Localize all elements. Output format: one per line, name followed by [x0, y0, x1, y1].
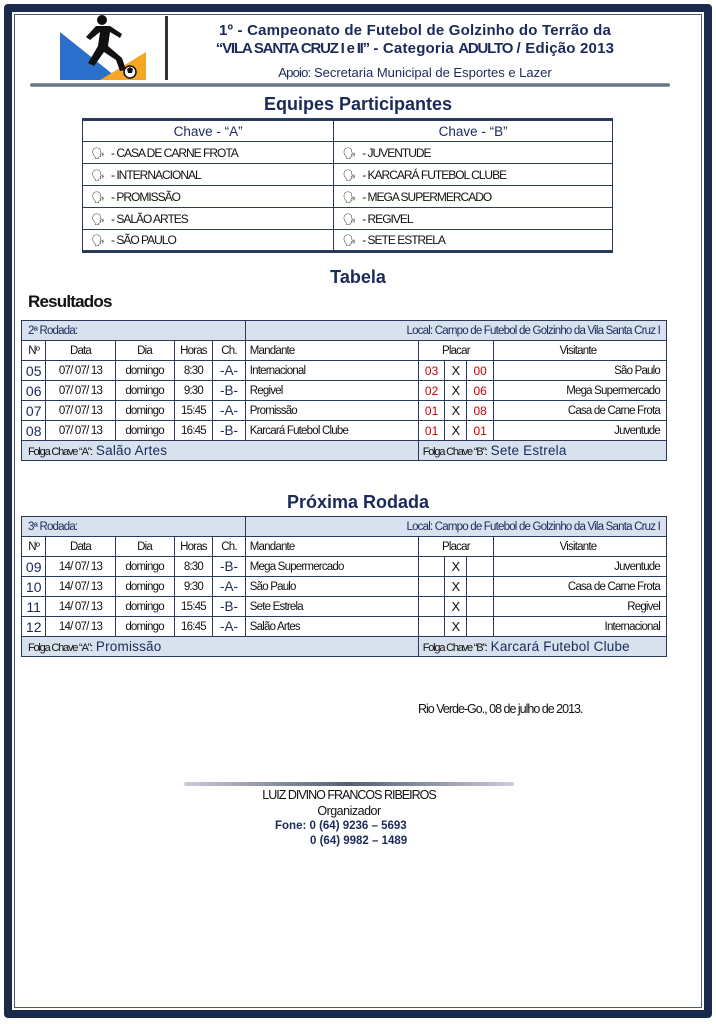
game-row [22, 361, 667, 381]
phone-2: 0 (64) 9982 – 1489 [310, 835, 408, 847]
col-mandante: Mandante [245, 341, 418, 361]
score-x: X [445, 361, 467, 381]
game-away: Mega Supermercado [493, 381, 666, 401]
score-home: 01 [418, 421, 445, 441]
score-home: 02 [418, 381, 445, 401]
score-away [467, 617, 494, 637]
score-away [467, 597, 494, 617]
speaker-icon: 🗣 [91, 235, 105, 247]
game-row [22, 557, 667, 577]
apoio-line: Apoio: Secretaria Municipal de Esportes e Lazer [278, 65, 552, 80]
game-away: Casa de Carne Frota [493, 577, 666, 597]
game-time: 8:30 [174, 557, 213, 577]
col-data: Data [46, 341, 115, 361]
speaker-icon: 🗣 [342, 235, 357, 247]
game-date: 07/ 07/ 13 [46, 361, 115, 381]
game-day: domingo [115, 597, 174, 617]
game-row [22, 421, 667, 441]
col-num: Nº [22, 341, 46, 361]
speaker-icon: 🗣 [342, 169, 357, 182]
game-date: 07/ 07/ 13 [46, 401, 115, 421]
team-a-5: 🗣 - SÃO PAULO [83, 230, 334, 252]
team-a-2: 🗣 - INTERNACIONAL [83, 164, 334, 186]
equipes-heading: Equipes Participantes [263, 94, 453, 114]
score-home: 01 [418, 401, 445, 421]
game-home: Regivel [245, 381, 418, 401]
score-x: X [445, 577, 467, 597]
team-b-5: 🗣 - SETE ESTRELA [334, 230, 613, 252]
game-day: domingo [115, 557, 174, 577]
chave-b-header: Chave - “B” [334, 120, 613, 142]
game-chave: -A- [213, 401, 246, 421]
game-chave: -A- [213, 361, 246, 381]
title-line-1: 1º - Campeonato de Futebol de Golzinho do Terrão da [218, 22, 612, 39]
game-row [22, 381, 667, 401]
column-header-row [22, 537, 667, 557]
folga-a: Folga Chave “A”: Promissão [22, 637, 419, 657]
game-date: 07/ 07/ 13 [46, 381, 115, 401]
tabela-heading: Tabela [330, 267, 386, 287]
col-num: Nº [22, 537, 46, 557]
teams-table [82, 118, 613, 253]
game-away: Casa de Carne Frota [493, 401, 666, 421]
game-away: Juventude [493, 421, 666, 441]
col-placar: Placar [418, 341, 493, 361]
game-num: 06 [22, 381, 46, 401]
game-day: domingo [115, 401, 174, 421]
col-horas: Horas [174, 341, 213, 361]
game-chave: -B- [213, 381, 246, 401]
game-time: 9:30 [174, 577, 213, 597]
speaker-icon: 🗣 [91, 191, 105, 204]
score-x: X [445, 617, 467, 637]
score-home [418, 557, 445, 577]
rodada-header-row [22, 517, 667, 537]
folga-a: Folga Chave “A”: Salão Artes [22, 441, 419, 461]
col-dia: Dia [115, 341, 174, 361]
game-chave: -A- [213, 577, 246, 597]
game-chave: -B- [213, 421, 246, 441]
score-x: X [445, 421, 467, 441]
score-away: 00 [467, 361, 494, 381]
game-time: 15:45 [174, 401, 213, 421]
rodada-local: Local: Campo de Futebol de Golzinho da Vila Santa Cruz I [245, 517, 666, 537]
game-num: 08 [22, 421, 46, 441]
document-date: Rio Verde-Go., 08 de julho de 2013. [418, 702, 583, 716]
game-away: Juventude [493, 557, 666, 577]
rodada3-table [21, 516, 667, 657]
game-date: 14/ 07/ 13 [46, 557, 115, 577]
signature-line [184, 782, 514, 786]
rodada-header-row [22, 321, 667, 341]
game-time: 9:30 [174, 381, 213, 401]
game-day: domingo [115, 577, 174, 597]
game-day: domingo [115, 421, 174, 441]
col-mandante: Mandante [245, 537, 418, 557]
game-row [22, 597, 667, 617]
col-visitante: Visitante [493, 537, 666, 557]
score-home [418, 617, 445, 637]
game-time: 16:45 [174, 421, 213, 441]
column-header-row [22, 341, 667, 361]
score-away: 06 [467, 381, 494, 401]
game-date: 07/ 07/ 13 [46, 421, 115, 441]
game-date: 14/ 07/ 13 [46, 597, 115, 617]
header-divider [165, 16, 168, 80]
game-home: Salão Artes [245, 617, 418, 637]
score-away: 01 [467, 421, 494, 441]
col-ch: Ch. [213, 537, 246, 557]
game-time: 16:45 [174, 617, 213, 637]
game-home: Promissão [245, 401, 418, 421]
game-num: 11 [22, 597, 46, 617]
score-home [418, 597, 445, 617]
folga-b: Folga Chave “B”: Karcará Futebol Clube [418, 637, 666, 657]
team-b-2: 🗣 - KARCARÁ FUTEBOL CLUBE [334, 164, 613, 186]
game-num: 07 [22, 401, 46, 421]
resultados-heading: Resultados [28, 292, 112, 311]
game-away: São Paulo [493, 361, 666, 381]
speaker-icon: 🗣 [91, 147, 105, 160]
team-a-4: 🗣 - SALÃO ARTES [83, 208, 334, 230]
game-row [22, 401, 667, 421]
game-day: domingo [115, 381, 174, 401]
game-home: Karcará Futebol Clube [245, 421, 418, 441]
folga-b: Folga Chave “B”: Sete Estrela [418, 441, 666, 461]
team-a-3: 🗣 - PROMISSÃO [83, 186, 334, 208]
score-home [418, 577, 445, 597]
game-num: 10 [22, 577, 46, 597]
col-visitante: Visitante [493, 341, 666, 361]
soccer-player-logo [60, 14, 146, 80]
score-away [467, 577, 494, 597]
col-data: Data [46, 537, 115, 557]
game-home: Mega Supermercado [245, 557, 418, 577]
col-placar: Placar [418, 537, 493, 557]
game-chave: -B- [213, 597, 246, 617]
game-home: São Paulo [245, 577, 418, 597]
folga-row [22, 441, 667, 461]
game-away: Regivel [493, 597, 666, 617]
speaker-icon: 🗣 [342, 213, 357, 226]
signer-role: Organizador [317, 804, 381, 818]
game-date: 14/ 07/ 13 [46, 617, 115, 637]
game-num: 09 [22, 557, 46, 577]
score-away [467, 557, 494, 577]
rodada-title: 2ª Rodada: [22, 321, 246, 341]
col-horas: Horas [174, 537, 213, 557]
team-a-1: 🗣 - CASA DE CARNE FROTA [83, 142, 334, 164]
phone-1: Fone: 0 (64) 9236 – 5693 [275, 820, 407, 832]
title-line-2: “VILA SANTA CRUZ I e II” - Categoria ADULTO / Edição 2013 [215, 40, 615, 57]
score-x: X [445, 401, 467, 421]
proxima-heading: Próxima Rodada [286, 492, 430, 512]
rodada-title: 3ª Rodada: [22, 517, 246, 537]
game-row [22, 577, 667, 597]
game-row [22, 617, 667, 637]
score-away: 08 [467, 401, 494, 421]
game-home: Internacional [245, 361, 418, 381]
folga-row [22, 637, 667, 657]
game-chave: -B- [213, 557, 246, 577]
score-home: 03 [418, 361, 445, 381]
team-b-1: 🗣 - JUVENTUDE [334, 142, 613, 164]
game-home: Sete Estrela [245, 597, 418, 617]
team-b-4: 🗣 - REGIVEL [334, 208, 613, 230]
game-chave: -A- [213, 617, 246, 637]
score-x: X [445, 597, 467, 617]
game-day: domingo [115, 361, 174, 381]
game-time: 8:30 [174, 361, 213, 381]
game-time: 15:45 [174, 597, 213, 617]
rodada2-table [21, 320, 667, 461]
speaker-icon: 🗣 [91, 213, 105, 226]
header-rule [30, 83, 670, 87]
col-dia: Dia [115, 537, 174, 557]
speaker-icon: 🗣 [91, 169, 105, 182]
game-day: domingo [115, 617, 174, 637]
rodada-local: Local: Campo de Futebol de Golzinho da Vila Santa Cruz I [245, 321, 666, 341]
col-ch: Ch. [213, 341, 246, 361]
header [60, 14, 670, 84]
game-num: 12 [22, 617, 46, 637]
game-date: 14/ 07/ 13 [46, 577, 115, 597]
game-num: 05 [22, 361, 46, 381]
signer-name: LUIZ DIVINO FRANCOS RIBEIROS [262, 788, 436, 802]
score-x: X [445, 381, 467, 401]
team-b-3: 🗣 - MEGA SUPERMERCADO [334, 186, 613, 208]
chave-a-header: Chave - “A” [83, 120, 334, 142]
speaker-icon: 🗣 [342, 191, 357, 204]
speaker-icon: 🗣 [342, 147, 357, 160]
score-x: X [445, 557, 467, 577]
game-away: Internacional [493, 617, 666, 637]
